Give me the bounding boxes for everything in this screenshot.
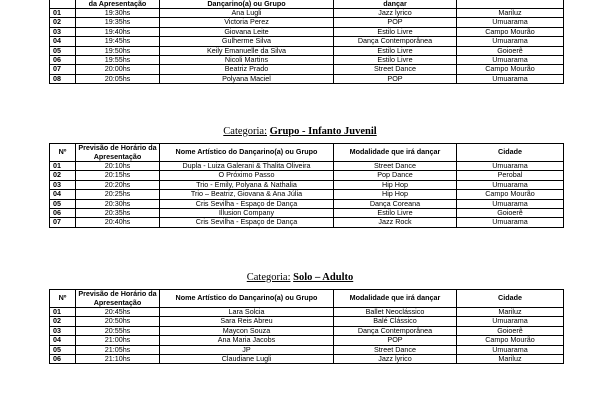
table-row <box>50 199 564 208</box>
header-cell: Cidade <box>457 144 564 162</box>
row-number: 01 <box>50 308 76 317</box>
style-cell: Hip Hop <box>334 180 457 189</box>
city-cell: Perobal <box>457 171 564 180</box>
time-cell: 20:05hs <box>76 74 160 83</box>
row-number: 02 <box>50 317 76 326</box>
header-cell <box>50 0 76 9</box>
row-number: 06 <box>50 56 76 65</box>
row-number: 08 <box>50 74 76 83</box>
time-cell: 20:00hs <box>76 65 160 74</box>
city-cell: Umuarama <box>457 18 564 27</box>
style-cell: Street Dance <box>334 345 457 354</box>
table-row <box>50 180 564 189</box>
table-row <box>50 345 564 354</box>
table-header <box>50 290 564 308</box>
artist-cell: Ana Lugli <box>160 9 334 18</box>
table-body <box>50 9 564 84</box>
artist-cell: Victoria Perez <box>160 18 334 27</box>
time-cell: 19:35hs <box>76 18 160 27</box>
city-cell: Goioerê <box>457 326 564 335</box>
time-cell: 21:10hs <box>76 355 160 364</box>
style-cell: Dança Contemporânea <box>334 37 457 46</box>
time-cell: 20:50hs <box>76 317 160 326</box>
table-body <box>50 162 564 228</box>
city-cell: Umuarama <box>457 317 564 326</box>
time-cell: 20:10hs <box>76 162 160 171</box>
artist-cell: Sara Reis Abreu <box>160 317 334 326</box>
row-number: 06 <box>50 209 76 218</box>
style-cell: Pop Dance <box>334 171 457 180</box>
style-cell: Estilo Livre <box>334 27 457 36</box>
artist-cell: Polyana Maciel <box>160 74 334 83</box>
city-cell: Campo Mourão <box>457 27 564 36</box>
row-number: 06 <box>50 355 76 364</box>
time-cell: 20:30hs <box>76 199 160 208</box>
time-cell: 19:45hs <box>76 37 160 46</box>
city-cell: Umuarama <box>457 345 564 354</box>
header-cell <box>457 0 564 9</box>
city-cell: Campo Mourão <box>457 65 564 74</box>
style-cell: POP <box>334 336 457 345</box>
style-cell: Balé Clássico <box>334 317 457 326</box>
schedule-table-2 <box>49 143 564 228</box>
category-heading <box>0 126 600 138</box>
header-cell: Nome Artístico do Dançarino(a) ou Grupo <box>160 144 334 162</box>
artist-cell: Keily Emanuelle da Silva <box>160 46 334 55</box>
city-cell: Goioerê <box>457 209 564 218</box>
style-cell: Dança Coreana <box>334 199 457 208</box>
table-row <box>50 317 564 326</box>
city-cell: Campo Mourão <box>457 190 564 199</box>
city-cell: Umuarama <box>457 199 564 208</box>
artist-cell: Giovana Leite <box>160 27 334 36</box>
header-cell: Nº <box>50 290 76 308</box>
city-cell: Mariluz <box>457 9 564 18</box>
row-number: 05 <box>50 46 76 55</box>
city-cell: Umuarama <box>457 162 564 171</box>
table-row <box>50 336 564 345</box>
style-cell: Street Dance <box>334 65 457 74</box>
header-cell: Modalidade que irá dançar <box>334 290 457 308</box>
table-row <box>50 308 564 317</box>
style-cell: Estilo Livre <box>334 56 457 65</box>
row-number: 01 <box>50 9 76 18</box>
artist-cell: Nicoli Martins <box>160 56 334 65</box>
artist-cell: Dupla - Luiza Galerani & Thalita Oliveira <box>160 162 334 171</box>
table-row <box>50 9 564 18</box>
row-number: 04 <box>50 37 76 46</box>
city-cell: Goioerê <box>457 46 564 55</box>
city-cell: Umuarama <box>457 180 564 189</box>
style-cell: Dança Contemporânea <box>334 326 457 335</box>
row-number: 03 <box>50 180 76 189</box>
header-cell: Cidade <box>457 290 564 308</box>
table-row <box>50 162 564 171</box>
style-cell: Ballet Neoclássico <box>334 308 457 317</box>
artist-cell: Trio - Emily, Polyana & Nathalia <box>160 180 334 189</box>
time-cell: 19:50hs <box>76 46 160 55</box>
artist-cell: Cris Sevilha - Espaço de Dança <box>160 199 334 208</box>
artist-cell: Trio – Beatriz, Giovana & Ana Júlia <box>160 190 334 199</box>
category-label: Categoria: <box>246 272 291 283</box>
table-row <box>50 355 564 364</box>
city-cell: Mariluz <box>457 355 564 364</box>
category-heading <box>0 272 600 284</box>
time-cell: 20:20hs <box>76 180 160 189</box>
table-row <box>50 209 564 218</box>
style-cell: Jazz lyrico <box>334 9 457 18</box>
schedule-table-1 <box>49 0 564 84</box>
table-row <box>50 37 564 46</box>
header-cell: Previsão de Horário da Apresentação <box>76 290 160 308</box>
header-cell: dançar <box>334 0 457 9</box>
category-label: Categoria: <box>223 126 268 137</box>
table-row <box>50 27 564 36</box>
schedule-table-3 <box>49 289 564 364</box>
style-cell: Jazz Rock <box>334 218 457 227</box>
city-cell: Umuarama <box>457 56 564 65</box>
table-row <box>50 74 564 83</box>
city-cell: Umuarama <box>457 218 564 227</box>
city-cell: Umuarama <box>457 74 564 83</box>
artist-cell: Lara Solcia <box>160 308 334 317</box>
row-number: 03 <box>50 27 76 36</box>
table-body <box>50 308 564 364</box>
time-cell: 20:25hs <box>76 190 160 199</box>
style-cell: POP <box>334 18 457 27</box>
header-cell: Nome Artístico do Dançarino(a) ou Grupo <box>160 290 334 308</box>
row-number: 04 <box>50 190 76 199</box>
time-cell: 20:15hs <box>76 171 160 180</box>
artist-cell: Ana Maria Jacobs <box>160 336 334 345</box>
time-cell: 19:30hs <box>76 9 160 18</box>
table-row <box>50 218 564 227</box>
header-cell: Modalidade que irá dançar <box>334 144 457 162</box>
style-cell: Jazz lyrico <box>334 355 457 364</box>
time-cell: 21:00hs <box>76 336 160 345</box>
time-cell: 19:40hs <box>76 27 160 36</box>
table-row <box>50 56 564 65</box>
header-cell: da Apresentação <box>76 0 160 9</box>
time-cell: 21:05hs <box>76 345 160 354</box>
artist-cell: JP <box>160 345 334 354</box>
header-cell: Previsão de Horário da Apresentação <box>76 144 160 162</box>
category-value: Grupo - Infanto Juvenil <box>269 126 377 137</box>
style-cell: Estilo Livre <box>334 209 457 218</box>
row-number: 04 <box>50 336 76 345</box>
city-cell: Mariluz <box>457 308 564 317</box>
row-number: 02 <box>50 171 76 180</box>
table-row <box>50 65 564 74</box>
city-cell: Umuarama <box>457 37 564 46</box>
style-cell: Estilo Livre <box>334 46 457 55</box>
table-header <box>50 144 564 162</box>
table-row <box>50 190 564 199</box>
style-cell: Hip Hop <box>334 190 457 199</box>
artist-cell: Gulherme Silva <box>160 37 334 46</box>
artist-cell: Illusion Company <box>160 209 334 218</box>
time-cell: 20:55hs <box>76 326 160 335</box>
row-number: 01 <box>50 162 76 171</box>
table-header <box>50 0 564 9</box>
style-cell: Street Dance <box>334 162 457 171</box>
artist-cell: O Próximo Passo <box>160 171 334 180</box>
header-cell: Nº <box>50 144 76 162</box>
time-cell: 20:40hs <box>76 218 160 227</box>
table-row <box>50 171 564 180</box>
time-cell: 20:35hs <box>76 209 160 218</box>
row-number: 03 <box>50 326 76 335</box>
artist-cell: Maycon Souza <box>160 326 334 335</box>
artist-cell: Claudiane Lugli <box>160 355 334 364</box>
row-number: 07 <box>50 218 76 227</box>
table-row <box>50 326 564 335</box>
time-cell: 20:45hs <box>76 308 160 317</box>
city-cell: Campo Mourão <box>457 336 564 345</box>
row-number: 05 <box>50 345 76 354</box>
row-number: 02 <box>50 18 76 27</box>
row-number: 07 <box>50 65 76 74</box>
header-cell: Dançarino(a) ou Grupo <box>160 0 334 9</box>
table-row <box>50 18 564 27</box>
artist-cell: Beatriz Prado <box>160 65 334 74</box>
time-cell: 19:55hs <box>76 56 160 65</box>
table-row <box>50 46 564 55</box>
category-value: Solo – Adulto <box>293 272 354 283</box>
artist-cell: Cris Sevilha - Espaço de Dança <box>160 218 334 227</box>
style-cell: POP <box>334 74 457 83</box>
row-number: 05 <box>50 199 76 208</box>
